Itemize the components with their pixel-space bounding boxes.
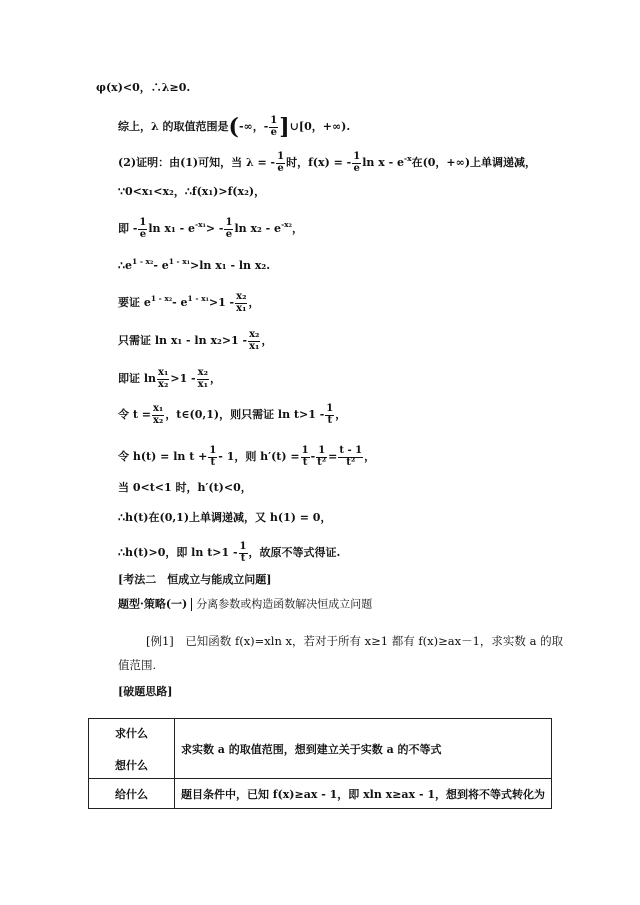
example-statement: [例1] 已知函数 f(x)=xln x，若对于所有 x≥1 都有 f(x)≥ax－1，求实数 a 的取 (146, 634, 564, 648)
table-row (89, 719, 552, 779)
table-value-given: 题目条件中，已知 f(x)≥ax - 1，即 xln x≥ax - 1，想到将不等式转化为 (174, 779, 551, 809)
line-substitution: 令 t = $\frac{\text{x₁}}{\text{x₂}}$ ，t∈(0,1)，则只需证 ln t>1 - $\frac{1}{t}$ ， (118, 403, 347, 426)
line-proof-start: (2)证明：由(1)可知，当 λ = - $\frac{1}{e}$ 时，f(x) = - $\frac{1}{e}$ ln x - $e^{-x}$在(0，+∞)上单调递减， (118, 151, 537, 174)
section-heading: [考法二 恒成立与能成立问题] (118, 573, 272, 586)
line-monotonic-compare: ∵0<x₁<x₂，∴f(x₁)>f(x₂)， (118, 185, 266, 198)
line-equivalent: 即证 ln $\frac{\text{x₁}}{\text{x₂}}$ >1 - $\frac{\text{x₂}}{\text{x₁}}$ ， (118, 367, 221, 390)
line-need-prove: 只需证 ln x₁ - ln x₂>1 - $\frac{\text{x₂}}{\text{x₁}}$ ， (118, 329, 273, 352)
table-row (89, 779, 552, 809)
line-h-derivative: 令 h(t) = ln t + $\frac{1}{t}$ - 1，则 h′(t) = $\frac{1}{t}$ - $\frac{1}{\text{t²}}$ = $\frac{t - 1}{\text{t²}}$ ， (118, 445, 376, 468)
line-exp-difference: $\therefore e^{1 - x_2}-$ $e^{1 - x_1}>\ln$ x₁ - ln x₂. (118, 257, 271, 272)
line-to-prove: 要证 $e^{1 - x_2}-$ $e^{1 - x_1}>1$ - $\frac{\text{x₂}}{\text{x₁}}$ ， (118, 291, 260, 314)
table-value-goal: 求实数 a 的取值范围，想到建立关于实数 a 的不等式 (174, 719, 551, 779)
table-key-given: 给什么 (89, 779, 175, 809)
line-phi-negative: φ(x)<0，∴λ≥0. (96, 81, 191, 94)
line-derivative-sign: 当 0<t<1 时，h′(t)<0， (118, 481, 252, 494)
table-key-what-think: 想什么 (114, 758, 148, 772)
frac-1-over-e: $\frac{1}{e}$ (270, 115, 278, 138)
analysis-table (88, 718, 552, 809)
line-lambda-range: 综上，λ 的取值范围是(-∞，- $\frac{1}{e}$ ]∪[0，+∞). (118, 114, 351, 140)
example-statement-cont: 值范围. (118, 658, 157, 672)
strategy-type: 题型·策略(一) 分离参数或构造函数解决恒成立问题 (118, 597, 373, 611)
line-h-decreasing: ∴h(t)在(0,1)上单调递减，又 h(1) = 0， (118, 511, 332, 524)
line-conclusion: ∴h(t)>0，即 ln t>1 - $\frac{1}{t}$ ，故原不等式得证. (118, 541, 341, 564)
approach-heading: [破题思路] (118, 685, 173, 698)
table-key-what-asked: 求什么 (114, 726, 148, 740)
line-inequality-expanded: 即 - $\frac{1}{e}$ $\ln x_1 - e^{-x_1}>$ - $\frac{1}{e}$ $\ln x_2 - e^{-x_2}$， (118, 217, 303, 240)
